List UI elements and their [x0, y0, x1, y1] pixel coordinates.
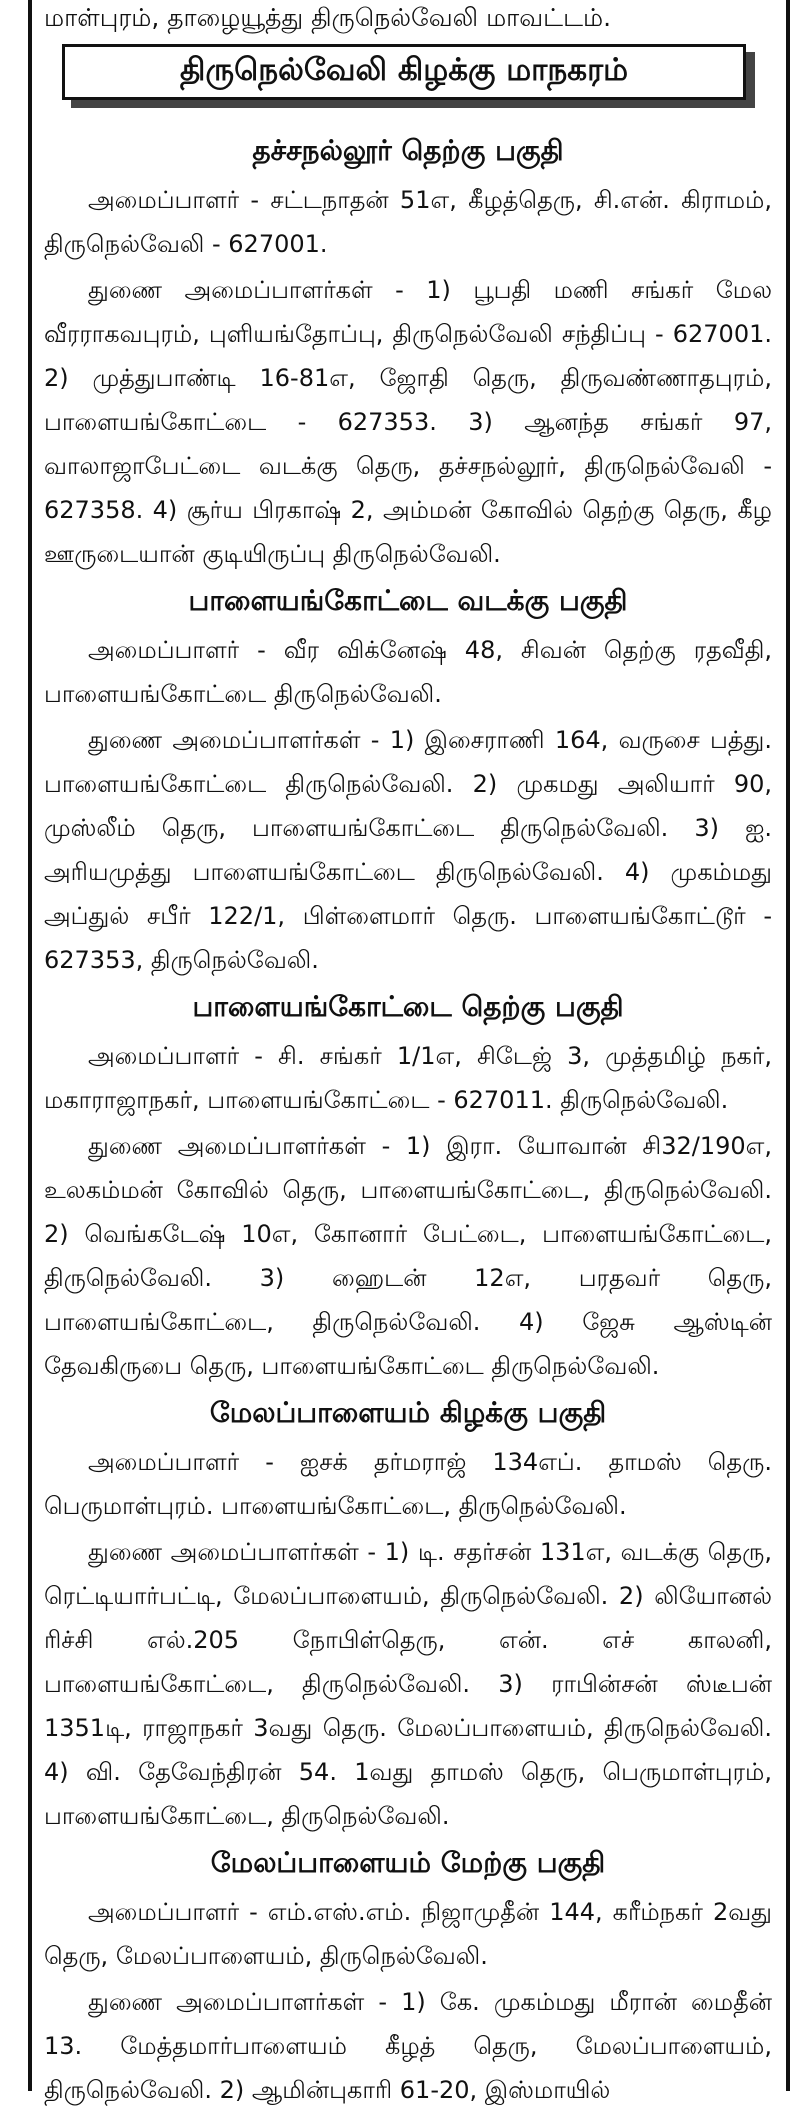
region-title: திருநெல்வேலி கிழக்கு மாநகரம் — [62, 44, 746, 100]
section-melapalayam-east — [44, 1394, 772, 1838]
deputy-organizers-paragraph: துணை அமைப்பாளர்கள் - 1) கே. முகம்மது மீரான் மைதீன் 13. மேத்தமார்பாளையம் கீழத் தெரு, மேலப்பாளையம், திருநெல்வேலி. 2) ஆமின்புகாரி 61-20, இஸ்மாயில் — [44, 1988, 772, 2104]
section-title: மேலப்பாளையம் கிழக்கு பகுதி — [209, 1396, 607, 1429]
article-column — [44, 0, 772, 2112]
region-banner — [54, 44, 772, 110]
organizer-paragraph: அமைப்பாளர் - சி. சங்கர் 1/1எ, சிடேஜ் 3, முத்தமிழ் நகர், மகாராஜாநகர், பாளையங்கோட்டை - 627011. திருநெல்வேலி. — [44, 1042, 772, 1114]
organizer-paragraph: அமைப்பாளர் - எம்.எஸ்.எம். நிஜாமுதீன் 144, கரீம்நகர் 2வது தெரு, மேலப்பாளையம், திருநெல்வேலி. — [44, 1898, 772, 1970]
organizer-paragraph: அமைப்பாளர் - ஐசக் தர்மராஜ் 134எப். தாமஸ் தெரு. பெருமாள்புரம். பாளையங்கோட்டை, திருநெல்வேலி. — [44, 1448, 772, 1520]
deputy-organizers-paragraph: துணை அமைப்பாளர்கள் - 1) பூபதி மணி சங்கர் மேல வீரராகவபுரம், புளியங்தோப்பு, திருநெல்வேலி சந்திப்பு - 627001. 2) முத்துபாண்டி 16-81எ, ஜோதி தெரு, திருவண்ணாதபுரம், பாளையங்கோட்டை - 627353. 3) ஆனந்த சங்கர் 97, வாலாஜாபேட்டை வடக்கு தெரு, தச்சநல்லூர், திருநெல்வேலி - 627358. 4) சூர்ய பிரகாஷ் 2, அம்மன் கோவில் தெற்கு தெரு, கீழ ஊருடையான் குடியிருப்பு திருநெல்வேலி. — [44, 276, 772, 568]
section-thachanallur-south — [44, 132, 772, 576]
section-palayamkottai-north — [44, 582, 772, 982]
section-title: பாளையங்கோட்டை தெற்கு பகுதி — [192, 990, 624, 1023]
organizer-paragraph: அமைப்பாளர் - சட்டநாதன் 51எ, கீழத்தெரு, சி.என். கிராமம், திருநெல்வேலி - 627001. — [44, 186, 772, 258]
deputy-organizers-paragraph: துணை அமைப்பாளர்கள் - 1) டி. சதர்சன் 131எ, வடக்கு தெரு, ரெட்டியார்பட்டி, மேலப்பாளையம், திருநெல்வேலி. 2) லியோனல் ரிச்சி எல்.205 நோபிள்தெரு, என். எச் காலனி, பாளையங்கோட்டை, திருநெல்வேலி. 3) ராபின்சன் ஸ்டீபன் 1351டி, ராஜாநகர் 3வது தெரு. மேலப்பாளையம், திருநெல்வேலி. 4) வி. தேவேந்திரன் 54. 1வது தாமஸ் தெரு, பெருமாள்புரம், பாளையங்கோட்டை, திருநெல்வேலி. — [44, 1538, 772, 1830]
deputy-organizers-paragraph: துணை அமைப்பாளர்கள் - 1) இசைராணி 164, வருசை பத்து. பாளையங்கோட்டை திருநெல்வேலி. 2) முகமது அலியார் 90, முஸ்லீம் தெரு, பாளையங்கோட்டை திருநெல்வேலி. 3) ஐ. அரியமுத்து பாளையங்கோட்டை திருநெல்வேலி. 4) முகம்மது அப்துல் சபீர் 122/1, பிள்ளைமார் தெரு. பாளையங்கோட்டூர் - 627353, திருநெல்வேலி. — [44, 726, 772, 974]
continued-address-line: மாள்புரம், தாழையூத்து திருநெல்வேலி மாவட்டம். — [44, 3, 612, 32]
organizer-paragraph: அமைப்பாளர் - வீர விக்னேஷ் 48, சிவன் தெற்கு ரதவீதி, பாளையங்கோட்டை திருநெல்வேலி. — [44, 636, 772, 708]
section-title: மேலப்பாளையம் மேற்கு பகுதி — [210, 1846, 606, 1879]
section-melapalayam-west — [44, 1844, 772, 2112]
deputy-organizers-paragraph: துணை அமைப்பாளர்கள் - 1) இரா. யோவான் சி32/190எ, உலகம்மன் கோவில் தெரு, பாளையங்கோட்டை, திருநெல்வேலி. 2) வெங்கடேஷ் 10எ, கோனார் பேட்டை, பாளையங்கோட்டை, திருநெல்வேலி. 3) ஹைடன் 12எ, பரதவர் தெரு, பாளையங்கோட்டை, திருநெல்வேலி. 4) ஜேசு ஆஸ்டின் தேவகிருபை தெரு, பாளையங்கோட்டை திருநெல்வேலி. — [44, 1132, 772, 1380]
section-title: தச்சநல்லூர் தெற்கு பகுதி — [252, 134, 564, 167]
section-title: பாளையங்கோட்டை வடக்கு பகுதி — [188, 584, 628, 617]
section-palayamkottai-south — [44, 988, 772, 1388]
